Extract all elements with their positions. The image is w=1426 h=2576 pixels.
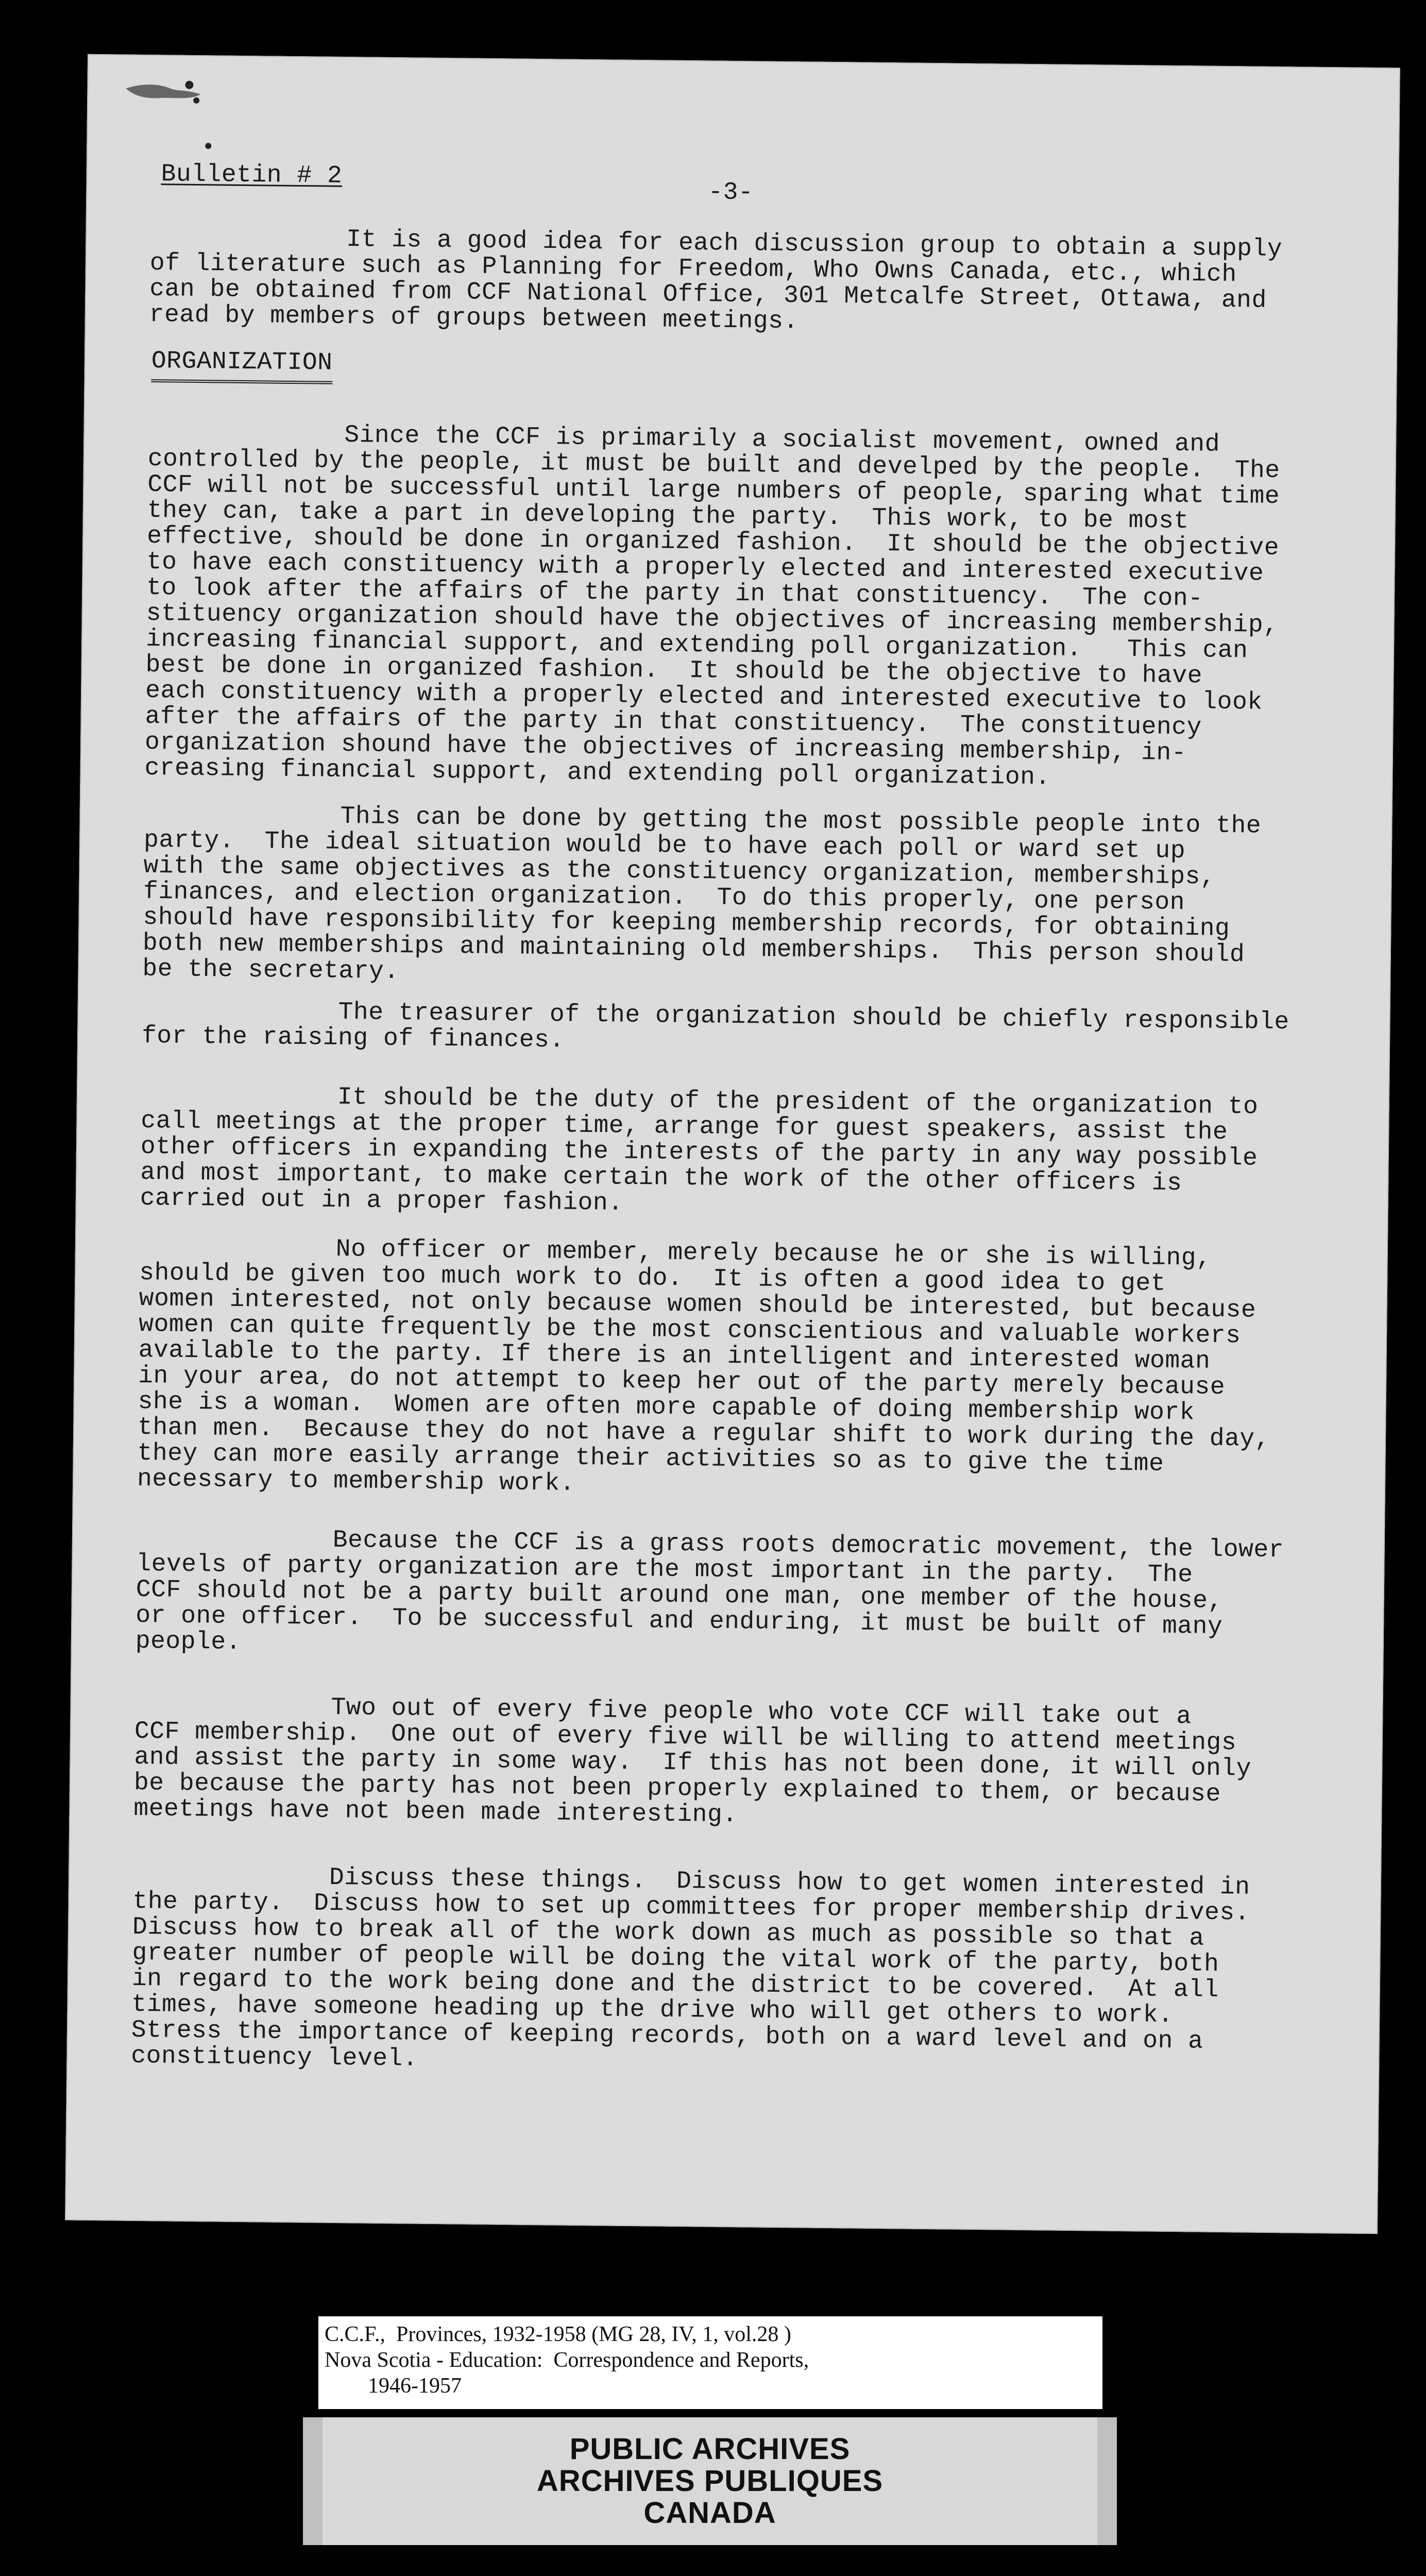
bulletin-header: Bulletin # 2 [161,160,343,190]
archive-stamp-line-2: ARCHIVES PUBLIQUES [536,2464,884,2498]
paragraph-membership-ratio: Two out of every five people who vote CCF will take out a CCF membership. One out of every five will be willing to attend meetings and assist the party in some way. If this has not been done, it will only be because the party has not been properly explained to them, or because meetings have not been made interesting. [133,1691,1252,1829]
paragraph-literature: It is a good idea for each discussion group to obtain a supply of literature such as Planning for Freedom, Who Owns Canada, etc., which can be obtained from CCF National Office, 301 Metcalfe Street, Ottawa, and read by members of groups between meetings. [149,224,1283,336]
paragraph-women-members: No officer or member, merely because he or she is willing, should be given too much work to do. It is often a good idea to get women interested, not only because women should be interested, but because women can quite frequently be the most conscientious and valuable workers available to the party. If there is an intelligent and interested woman in your area, do not attempt to keep her out of the party merely because she is a woman. Women are often more capable of doing membership work than men. Because they do not have a regular shift to work during the day, they can more easily arrange their activities so as to give the time necessary to membership work. [137,1233,1270,1498]
ink-smudge-mark [123,73,206,110]
page-number: -3- [708,178,754,207]
paragraph-president: It should be the duty of the president of the organization to call meetings at the proper time, arrange for guest speakers, assist the other officers in expanding the interests of the party in any way possible and most important, to make certain the work of the other officers is carried out in a proper fashion. [140,1081,1259,1217]
section-heading-organization: ORGANIZATION [151,348,332,384]
archive-label: C.C.F., Provinces, 1932-1958 (MG 28, IV, 1, vol.28 ) Nova Scotia - Education: Correspondence and Reports, 1946-1957 [318,2316,1102,2409]
paragraph-discussion-topics: Discuss these things. Discuss how to get women interested in the party. Discuss how to set up committees for proper membership drives. Discuss how to break all of the work down as much as possible so that a greater number of people will be doing the vital work of the party, both in regard to the work being done and the district to be covered. At all times, have someone heading up the drive who will get others to work. Stress the importance of keeping records, both on a ward level and on a constituency level. [131,1861,1250,2073]
paragraph-poll-organization: This can be done by getting the most possible people into the party. The ideal situation would be to have each poll or ward set up with the same objectives as the constituency organization, memberships, finances, and election organization. To do this properly, one person should have responsibility for keeping membership records, for obtaining both new memberships and maintaining old memberships. This person should be the secretary. [142,801,1262,986]
document-page [65,54,1400,2234]
archive-stamp [303,2417,1117,2545]
archive-stamp-line-3: CANADA [643,2496,776,2530]
paragraph-treasurer: The treasurer of the organization should be chiefly responsible for the raising of finances. [141,996,1289,1055]
stray-ink-dot [205,143,211,149]
paragraph-socialist-movement: Since the CCF is primarily a socialist movement, owned and controlled by the people, it must be built and develped by the people. The CCF will not be successful until large numbers of people, sparing what time they can, take a part in developing the party. This work, to be most effective, should be done in organized fashion. It should be the objective to have each constituency with a properly elected and interested executive to look after the affairs of the party in that constituency. The con- stituency organization should have the objectives of increasing membership, increasing financial support, and extending poll organization. This can best be done in organized fashion. It should be the objective to have each constituency with a properly elected and interested executive to look after the affairs of the party in that constituency. The constituency organization shound have the objectives of increasing membership, in- creasing financial support, and extending poll organization. [144,419,1280,792]
archive-stamp-line-1: PUBLIC ARCHIVES [569,2432,851,2466]
archive-reference [318,2316,1102,2545]
paragraph-grass-roots: Because the CCF is a grass roots democratic movement, the lower levels of party organization are the most important in the party. The CCF should not be a party built around one man, one member of the house, or one officer. To be successful and enduring, it must be built of many people. [135,1524,1284,1657]
